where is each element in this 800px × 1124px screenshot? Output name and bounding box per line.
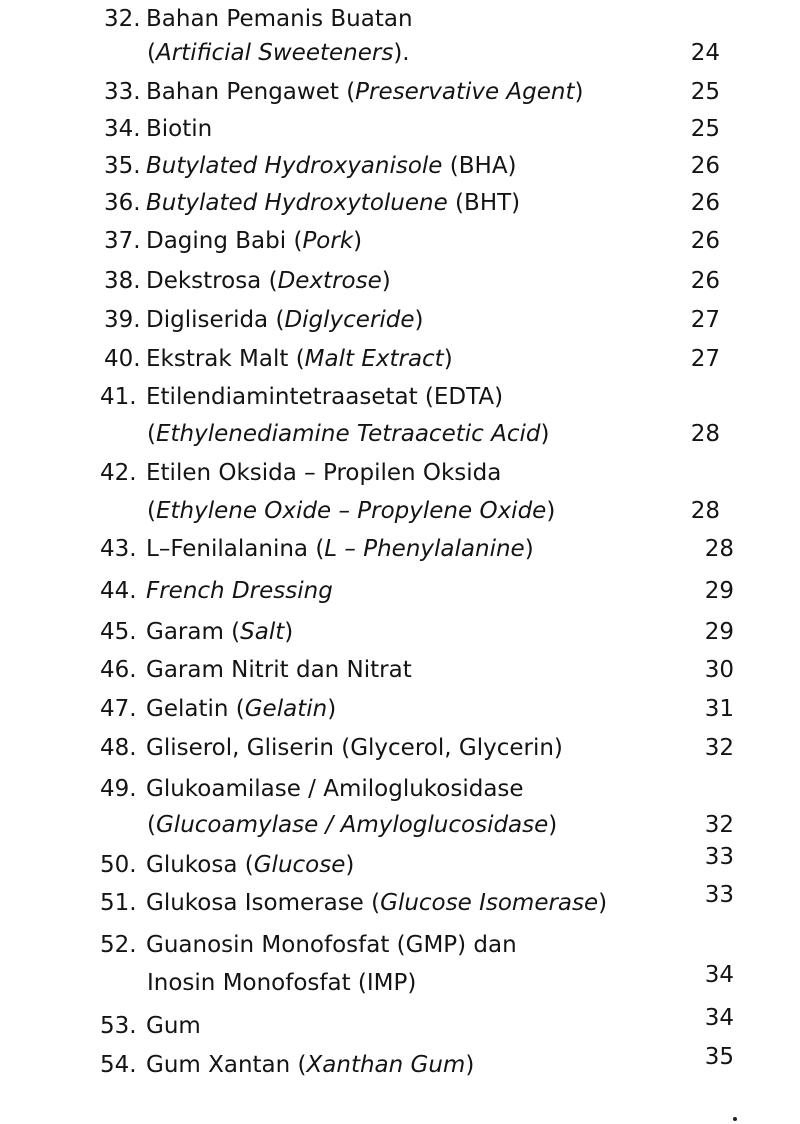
entry-number: 44. [100, 578, 137, 604]
term-text: ) [540, 421, 550, 447]
term-text: Inosin Monofosfat (IMP) [147, 970, 417, 996]
term-text: Ekstrak Malt ( [146, 346, 305, 372]
page-number: 26 [690, 153, 720, 179]
page-number: 30 [704, 657, 734, 683]
page-number: 26 [690, 268, 720, 294]
term-text: Gum Xantan ( [146, 1052, 307, 1078]
entry-number: 49. [100, 776, 137, 802]
entry-title [146, 0, 413, 38]
term-text: Gum [146, 1013, 201, 1039]
entry-number: 51. [100, 890, 137, 916]
italic-term: Xanthan Gum [306, 1052, 466, 1078]
entry-number: 34. [104, 116, 141, 142]
entry-number: 42. [100, 460, 137, 486]
entry-title [146, 1046, 474, 1084]
entry-title [146, 1007, 201, 1045]
entry-title [146, 729, 563, 767]
entry-number: 35. [104, 153, 141, 179]
entry-title [146, 73, 584, 111]
page-number: 33 [704, 882, 734, 908]
term-text: Glukosa ( [146, 852, 254, 878]
page-number: 34 [704, 1005, 734, 1031]
page-number: 32 [704, 735, 734, 761]
term-text: (BHT) [447, 190, 521, 216]
term-text: Dekstrosa ( [146, 268, 278, 294]
term-text: Guanosin Monofosfat (GMP) dan [146, 932, 517, 958]
italic-term: Ethylenediamine Tetraacetic Acid [155, 421, 541, 447]
italic-term: French Dressing [146, 578, 333, 604]
term-text: Biotin [146, 116, 213, 142]
term-text: ( [147, 40, 156, 66]
page-number: 33 [704, 844, 734, 870]
page-number: 28 [704, 536, 734, 562]
page-number: 26 [690, 228, 720, 254]
entry-title [146, 147, 517, 185]
entry-title [146, 572, 333, 610]
italic-term: Salt [240, 619, 285, 645]
page-number: 26 [690, 190, 720, 216]
page-number: 27 [690, 307, 720, 333]
entry-title [146, 378, 503, 416]
italic-term: Preservative Agent [355, 79, 575, 105]
italic-term: Glucoamylase / Amyloglucosidase [155, 812, 549, 838]
term-text: ). [393, 40, 410, 66]
entry-number: 33. [104, 79, 141, 105]
page-number: 25 [690, 79, 720, 105]
italic-term: Pork [302, 228, 354, 254]
entry-number: 52. [100, 932, 137, 958]
entry-title-continued [147, 415, 549, 453]
term-text: Digliserida ( [146, 307, 285, 333]
entry-number: 48. [100, 735, 137, 761]
page-number: 31 [704, 696, 734, 722]
entry-title [146, 184, 520, 222]
entry-title [146, 222, 362, 260]
term-text: ) [443, 346, 453, 372]
page-number: 35 [704, 1044, 734, 1070]
term-text: L–Fenilalanina ( [146, 536, 325, 562]
italic-term: Glucose [253, 852, 346, 878]
italic-term: Glucose Isomerase [380, 890, 599, 916]
entry-number: 36. [104, 190, 141, 216]
entry-number: 54. [100, 1052, 137, 1078]
entry-number: 45. [100, 619, 137, 645]
term-text: Glukosa Isomerase ( [146, 890, 381, 916]
entry-title [146, 926, 517, 964]
entry-title [146, 454, 501, 492]
page-mark [733, 1117, 737, 1121]
term-text: Gliserol, Gliserin (Glycerol, Glycerin) [146, 735, 563, 761]
page-number: 29 [704, 578, 734, 604]
entry-number: 46. [100, 657, 137, 683]
entry-number: 50. [100, 852, 137, 878]
term-text: Garam Nitrit dan Nitrat [146, 657, 412, 683]
italic-term: Diglyceride [284, 307, 415, 333]
term-text: ) [524, 536, 534, 562]
entry-number: 37. [104, 228, 141, 254]
italic-term: L – Phenylalanine [324, 536, 525, 562]
term-text: ( [147, 812, 156, 838]
term-text: ) [353, 228, 363, 254]
entry-title [146, 110, 212, 148]
term-text: Bahan Pengawet ( [146, 79, 356, 105]
term-text: Bahan Pemanis Buatan [146, 6, 413, 32]
page-number: 28 [690, 421, 720, 447]
term-text: Etilen Oksida – Propilen Oksida [146, 460, 502, 486]
entry-title-continued [147, 964, 416, 1002]
entry-title [146, 340, 453, 378]
term-text: ) [381, 268, 391, 294]
term-text: ) [327, 696, 337, 722]
page-number: 29 [704, 619, 734, 645]
italic-term: Artificial Sweeteners [155, 40, 394, 66]
italic-term: Ethylene Oxide – Propylene Oxide [155, 498, 547, 524]
entry-title-continued [147, 34, 410, 72]
term-text: Glukoamilase / Amiloglukosidase [146, 776, 524, 802]
term-text: ) [345, 852, 355, 878]
entry-title-continued [147, 806, 557, 844]
term-text: ) [574, 79, 584, 105]
term-text: ) [598, 890, 608, 916]
page-number: 32 [704, 812, 734, 838]
entry-title [146, 770, 524, 808]
entry-title-continued [147, 492, 555, 530]
entry-number: 32. [104, 6, 141, 32]
term-text: ) [465, 1052, 475, 1078]
italic-term: Dextrose [277, 268, 382, 294]
entry-title [146, 530, 534, 568]
entry-number: 38. [104, 268, 141, 294]
term-text: Garam ( [146, 619, 241, 645]
italic-term: Gelatin [244, 696, 328, 722]
entry-number: 47. [100, 696, 137, 722]
term-text: ( [147, 498, 156, 524]
entry-number: 40. [104, 346, 141, 372]
entry-title [146, 846, 354, 884]
italic-term: Butylated Hydroxytoluene [146, 190, 448, 216]
entry-title [146, 301, 424, 339]
entry-title [146, 884, 607, 922]
entry-title [146, 690, 336, 728]
term-text: ( [147, 421, 156, 447]
italic-term: Malt Extract [304, 346, 444, 372]
entry-title [146, 262, 391, 300]
term-text: Etilendiamintetraasetat (EDTA) [146, 384, 504, 410]
page-number: 27 [690, 346, 720, 372]
entry-number: 39. [104, 307, 141, 333]
page-number: 25 [690, 116, 720, 142]
entry-number: 41. [100, 384, 137, 410]
term-text: ) [414, 307, 424, 333]
entry-number: 53. [100, 1013, 137, 1039]
italic-term: Butylated Hydroxyanisole [146, 153, 443, 179]
entry-title [146, 613, 293, 651]
page-number: 34 [704, 962, 734, 988]
entry-number: 43. [100, 536, 137, 562]
entry-title [146, 651, 412, 689]
term-text: (BHA) [442, 153, 517, 179]
term-text: ) [548, 812, 558, 838]
page-number: 28 [690, 498, 720, 524]
term-text: ) [546, 498, 556, 524]
term-text: Gelatin ( [146, 696, 245, 722]
page-number: 24 [690, 40, 720, 66]
term-text: ) [284, 619, 294, 645]
term-text: Daging Babi ( [146, 228, 303, 254]
